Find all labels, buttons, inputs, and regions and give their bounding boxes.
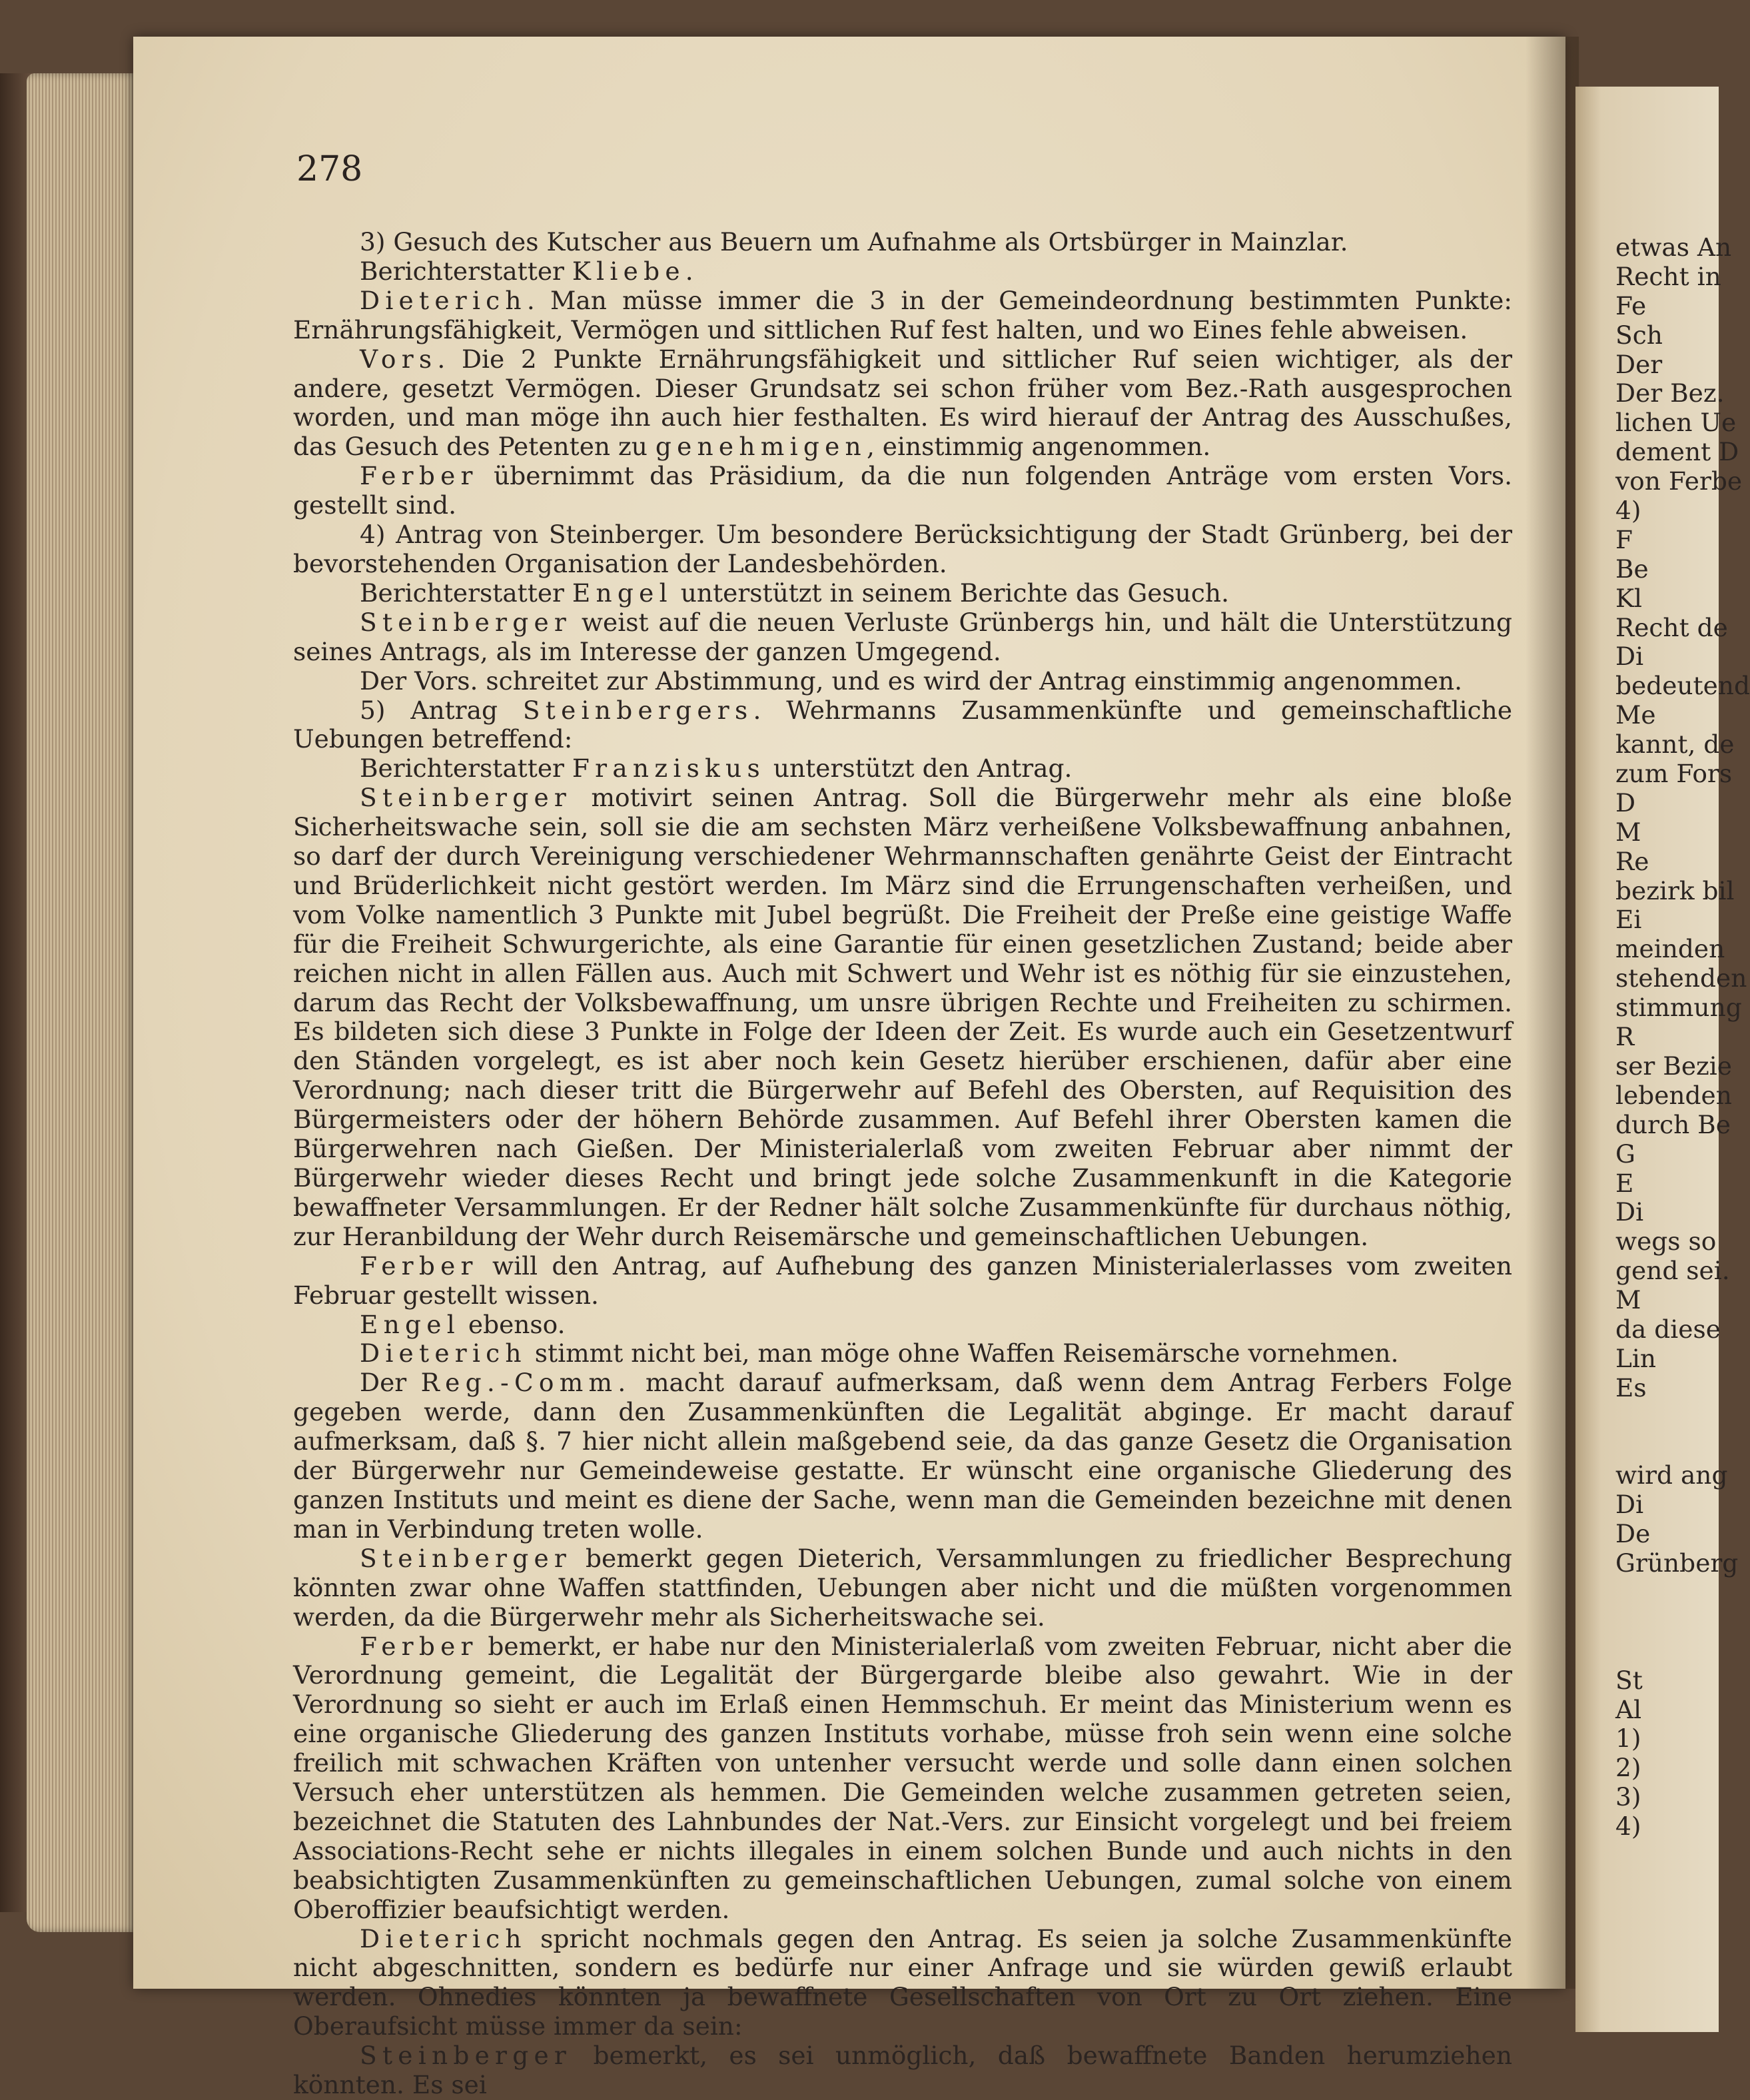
right-page-line: 4) [1615, 496, 1641, 526]
right-page-line [1615, 1432, 1749, 1462]
speaker-name: Steinberger [360, 2041, 572, 2071]
speaker-name: Engel [572, 578, 673, 608]
paragraph [293, 1925, 1512, 2042]
paragraph [293, 784, 1512, 1252]
text-run: spricht nochmals gegen den Antrag. Es seien ja solche Zusammenkünfte nicht abgeschnitten, sondern es bedürfe nur einer Anfrage und sie würden gewiß erlaubt werden. Ohnedies könnten ja bewaffnete Gesellschaften von Ort zu Ort ziehen. Eine Oberaufsicht müsse immer da sein: [293, 1923, 1512, 2041]
speaker-name: Steinberger [360, 607, 572, 637]
page-block-edge [27, 73, 137, 1932]
text-run: Der Vors. schreitet zur Abstimmung, und es wird der Antrag einstimmig angenommen. [360, 666, 1463, 696]
paragraph [293, 579, 1512, 608]
right-page-line: von Ferbe [1615, 466, 1743, 496]
paragraph [293, 608, 1512, 667]
right-page-line: Be [1615, 554, 1649, 584]
right-page-line: M [1615, 1285, 1641, 1315]
right-page-line: kannt, de [1615, 730, 1735, 760]
right-page-line: R [1615, 1022, 1635, 1052]
right-page-line: Al [1615, 1694, 1642, 1724]
right-page-line: lichen Ue [1615, 408, 1737, 438]
right-page-line: 2) [1615, 1753, 1641, 1783]
paragraph [293, 696, 1512, 755]
paragraph [293, 1311, 1512, 1340]
right-page-line: 3) [1615, 1782, 1641, 1812]
right-page-line [1615, 1637, 1749, 1666]
right-page-line: Fe [1615, 290, 1647, 320]
paragraph [293, 754, 1512, 784]
right-page-line [1615, 1578, 1749, 1608]
speaker-name: Franziskus [572, 754, 765, 784]
right-page-line: 4) [1615, 1812, 1641, 1841]
right-page-line: Lin [1615, 1343, 1657, 1373]
speaker-name: Dieterich [360, 1923, 527, 1953]
paragraph [293, 520, 1512, 579]
page-number: 278 [296, 149, 363, 189]
right-page-line: 1) [1615, 1724, 1641, 1754]
paragraph [293, 286, 1512, 345]
right-page-line: lebenden [1615, 1080, 1732, 1110]
text-run: Berichterstatter [360, 256, 572, 286]
right-page-line: etwas An [1615, 233, 1732, 262]
right-page-line: Kl [1615, 583, 1643, 613]
text-run: übernimmt das Präsidium, da die nun folgenden Anträge vom ersten Vors. gestellt sind. [293, 461, 1512, 520]
paragraph [293, 462, 1512, 520]
text-run: unterstützt in seinem Berichte das Gesuch. [672, 578, 1230, 608]
right-page-line: Di [1615, 1490, 1644, 1520]
text-run: macht darauf aufmerksam, daß wenn dem Antrag Ferbers Folge gegeben werde, dann den Zusammenkünften die Legalität abginge. Er macht darauf aufmerksam, daß §. 7 hier nicht allein maßgebend seie, da das ganze Gesetz die Organisation der Bürgerwehr nur Gemeindeweise gestatte. Er wünscht eine organische Gliederung des ganzen Instituts und meint es diene der Sache, wenn man die Gemeinden bezeichne mit denen man in Verbindung treten wolle. [293, 1368, 1513, 1544]
right-page-line: M [1615, 817, 1641, 847]
speaker-name: Ferber [360, 461, 478, 491]
right-page-line: da diese [1615, 1314, 1721, 1344]
text-run: bemerkt, er habe nur den Ministerialerlaß vom zweiten Februar, nicht aber die Verordnung gemeint, die Legalität der Bürgergarde bleibe also gewahrt. Wie in der Verordnung so sieht er auch im Erlaß einen Hemmschuh. Er meint das Ministerium wenn es eine organische Gliederung des ganzen Instituts vorhabe, müsse froh sein wenn eine solche freilich mit schwachen Kräften von untenher versucht werde und solle dann einen solchen Versuch eher unterstützen als hemmen. Die Gemeinden welche zusammen getreten seien, bezeichnet die Statuten des Lahnbundes der Nat.-Vers. zur Einsicht vorgelegt und bei freiem Associations-Recht sehe er nichts illegales in einem solchen Bunde und auch nichts in den beabsichtigten Zusammenkünften zu gemeinschaftlichen Uebungen, zumal solche von einem Oberoffizier beaufsichtigt werden. [293, 1631, 1512, 1924]
paragraph [293, 1544, 1512, 1632]
speaker-name: Dieterich [360, 285, 527, 315]
text-run: will den Antrag, auf Aufhebung des ganzen Ministerialerlasses vom zweiten Februar gestellt wissen. [293, 1251, 1512, 1310]
paragraph [293, 345, 1512, 462]
speaker-name: Steinberger [360, 1543, 572, 1573]
right-page-line: zum Fors [1615, 759, 1733, 789]
right-page-line: St [1615, 1665, 1643, 1695]
right-page-line: dement D [1615, 437, 1739, 467]
right-page-line: Der Bez. [1615, 378, 1725, 408]
right-page-line: Di [1615, 642, 1644, 672]
text-run: , einstimmig angenommen. [866, 432, 1211, 462]
right-page-line: Di [1615, 1197, 1644, 1227]
text-run: . [685, 256, 693, 286]
right-page-line: De [1615, 1519, 1651, 1549]
right-page-line: meinden [1615, 934, 1725, 964]
paragraph [293, 1339, 1512, 1368]
text-run: 3) Gesuch des Kutscher aus Beuern um Aufnahme als Ortsbürger in Mainzlar. [360, 227, 1348, 257]
text-run: bemerkt gegen Dieterich, Versammlungen zu friedlicher Besprechung könnten zwar ohne Waffen stattfinden, Uebungen aber nicht und die müßten vorgenommen werden, da die Bürgerwehr mehr als Sicherheitswache sei. [293, 1543, 1512, 1632]
right-page-line: E [1615, 1168, 1634, 1198]
right-page-line: wird ang [1615, 1460, 1728, 1490]
text-run: 5) Antrag [360, 695, 523, 725]
right-page-line: gend sei. [1615, 1256, 1730, 1286]
text-run: ebenso. [460, 1309, 566, 1339]
speaker-name: Reg.-Comm. [420, 1368, 632, 1398]
right-page-line: Es [1615, 1372, 1647, 1402]
text-run: Berichterstatter [360, 754, 572, 784]
right-page-text [1615, 233, 1749, 1841]
text-run: stimmt nicht bei, man möge ohne Waffen Reisemärsche vornehmen. [526, 1338, 1399, 1368]
text-run: unterstützt den Antrag. [765, 754, 1073, 784]
text-run: . Die 2 Punkte Ernährungsfähigkeit und sittlicher Ruf seien wichtiger, als der andere, gesetzt Vermögen. Dieser Grundsatz sei schon früher vom Bez.-Rath ausgesprochen worden, und man möge ihn auch hier festhalten. Es wird hierauf der Antrag des Ausschußes, das Gesuch des Petenten zu [293, 344, 1512, 462]
right-page-line: wegs so [1615, 1227, 1717, 1257]
paragraph [293, 1632, 1512, 1925]
speaker-name: Engel [360, 1309, 460, 1339]
gutter-shadow [1526, 37, 1579, 1989]
paragraph [293, 667, 1512, 696]
right-page-line: D [1615, 788, 1636, 817]
text-run: . Wehrmanns Zusammenkünfte und gemeinschaftliche Uebungen betreffend: [293, 695, 1513, 754]
right-page-line: Grünberg [1615, 1548, 1739, 1578]
page-body-text [293, 228, 1512, 2100]
right-page-line: Der [1615, 349, 1663, 379]
paragraph [293, 1252, 1512, 1311]
right-page-line: G [1615, 1139, 1635, 1169]
text-run: . Man müsse immer die 3 in der Gemeindeordnung bestimmten Punkte: Ernährungsfähigkeit, Vermögen und sittlichen Ruf fest halten, und wo Eines fehle abweisen. [293, 285, 1512, 344]
right-page-line: Ei [1615, 905, 1642, 935]
right-page-line: stimmung [1615, 993, 1742, 1023]
right-page-line: Recht de [1615, 612, 1728, 642]
text-run: Berichterstatter [360, 578, 572, 608]
speaker-name: Steinbergers [522, 695, 753, 725]
right-page-line [1615, 1608, 1749, 1637]
right-page-line: durch Be [1615, 1109, 1731, 1139]
right-page-line: Sch [1615, 320, 1663, 350]
right-page-line: F [1615, 524, 1633, 554]
speaker-name: Ferber [360, 1251, 478, 1281]
right-page-line: Me [1615, 700, 1656, 730]
text-run: weist auf die neuen Verluste Grünbergs hin, und hält die Unterstützung seines Antrags, als im Interesse der ganzen Umgegend. [293, 607, 1512, 666]
paragraph [293, 257, 1512, 286]
right-page-line: Re [1615, 846, 1649, 876]
speaker-name: Ferber [360, 1631, 478, 1661]
paragraph [293, 228, 1512, 257]
speaker-name: Vors [360, 344, 438, 374]
paragraph [293, 2041, 1512, 2100]
right-page-line: Recht in [1615, 261, 1721, 291]
speaker-name: Steinberger [360, 783, 572, 813]
speaker-name: Kliebe [572, 256, 685, 286]
text-run: Der [360, 1368, 421, 1398]
right-page-line: stehenden [1615, 963, 1747, 993]
right-page [1575, 87, 1750, 2032]
right-page-line: bedeutend [1615, 671, 1750, 701]
right-page-line [1615, 1403, 1749, 1432]
speaker-name: Dieterich [360, 1338, 527, 1368]
text-run: bemerkt, es sei unmöglich, daß bewaffnete Banden herumziehen könnten. Es sei [293, 2041, 1512, 2100]
paragraph [293, 1368, 1512, 1544]
right-page-line: ser Bezie [1615, 1051, 1732, 1081]
text-run: 4) Antrag von Steinberger. Um besondere Berücksichtigung der Stadt Grünberg, bei der bevorstehenden Organisation der Landesbehörden. [293, 520, 1512, 578]
speaker-name: genehmigen [655, 432, 867, 462]
right-page-line: bezirk bil [1615, 875, 1735, 905]
text-run: motivirt seinen Antrag. Soll die Bürgerwehr mehr als eine bloße Sicherheitswache sein, soll sie die am sechsten März verheißene Volksbewaffnung anbahnen, so darf der durch Vereinigung verschiedener Wehrmannschaften genährte Geist der Eintracht und Brüderlichkeit nicht gestört werden. Im März sind die Errungenschaften verheißen, und vom Volke namentlich 3 Punkte mit Jubel begrüßt. Die Freiheit der Preße eine geistige Waffe für die Freiheit Schwurgerichte, als eine Garantie für einen gesetzlichen Zustand; beide aber reichen nicht in allen Fällen aus. Auch mit Schwert und Wehr ist es nöthig für sie einzustehen, darum das Recht der Volksbewaffnung, um unsre übrigen Rechte und Freiheiten zu schirmen. Es bildeten sich diese 3 Punkte in Folge der Ideen der Zeit. Es wurde auch ein Gesetzentwurf den Ständen vorgelegt, es ist aber noch kein Gesetz hierüber erschienen, dafür aber eine Verordnung; nach dieser tritt die Bürgerwehr auf Befehl des Obersten, auf Requisition des Bürgermeisters oder der höhern Behörde zusammen. Auf Befehl ihrer Obersten kamen die Bürgerwehren nach Gießen. Der Ministerialerlaß vom zweiten Februar aber nimmt der Bürgerwehr wieder dieses Recht und bringt jede solche Zusammenkunft in die Kategorie bewaffneter Versammlungen. Er der Redner hält solche Zusammenkünfte für durchaus nöthig, zur Heranbildung der Wehr durch Reisemärsche und gemeinschaftlichen Uebungen. [293, 783, 1512, 1251]
